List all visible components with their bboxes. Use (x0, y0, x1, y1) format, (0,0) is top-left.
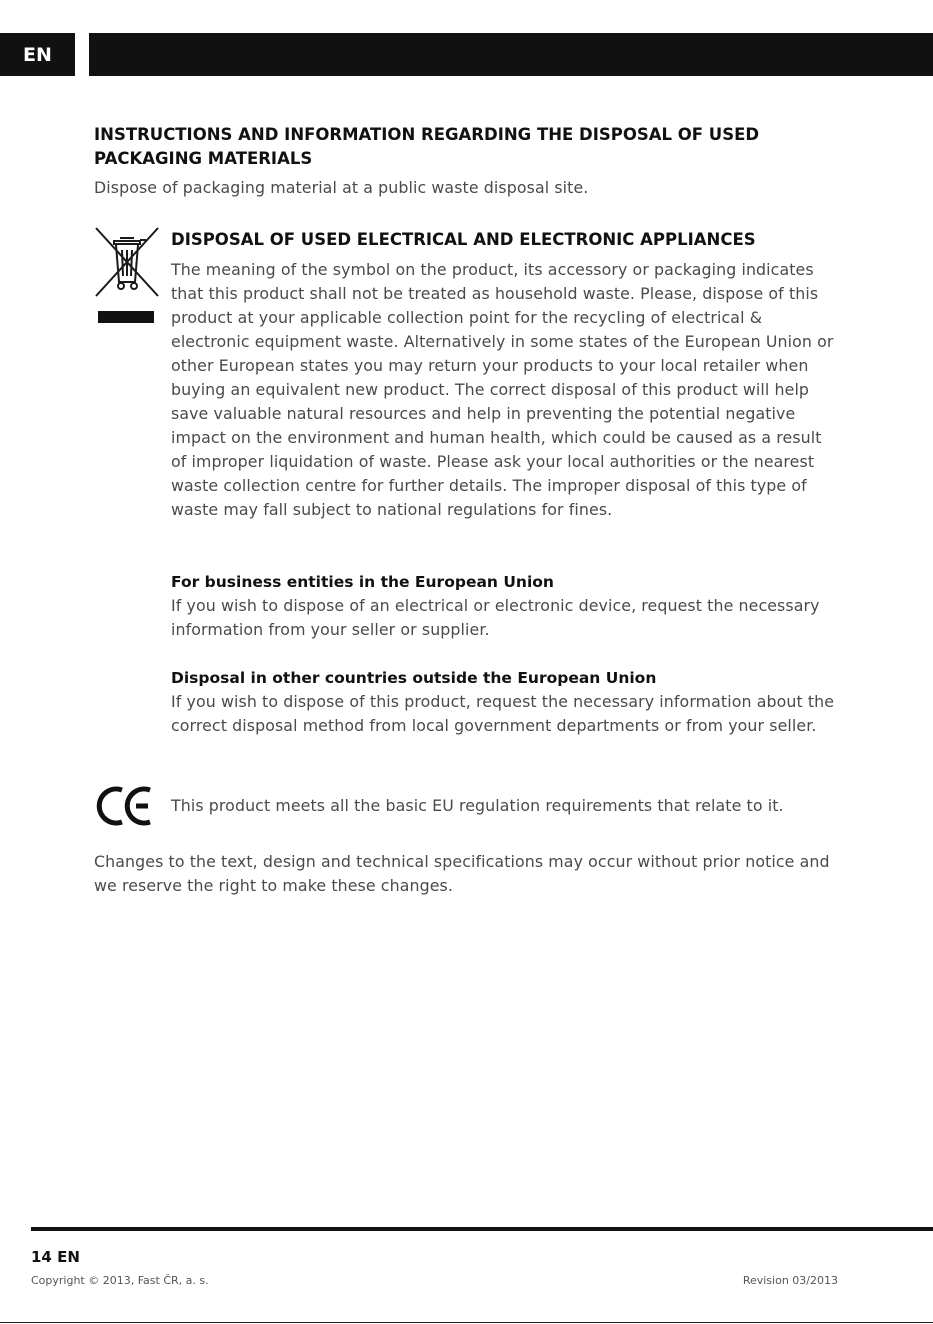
bottom-rule (0, 1322, 933, 1323)
business-text: If you wish to dispose of an electrical or electronic device, request the necessary information from your seller or supplier. (171, 596, 820, 639)
weee-title: DISPOSAL OF USED ELECTRICAL AND ELECTRONIC APPLIANCES (171, 230, 756, 249)
header-bar (89, 33, 933, 76)
packaging-title: INSTRUCTIONS AND INFORMATION REGARDING THE DISPOSAL OF USED PACKAGING MATERIALS (94, 125, 760, 168)
page-number: 14 EN (31, 1248, 80, 1266)
footer-rule (31, 1227, 933, 1231)
ce-text: This product meets all the basic EU regulation requirements that relate to it. (171, 796, 784, 815)
crossed-out-wheelie-bin-icon (94, 226, 160, 298)
language-tab (0, 33, 75, 76)
ce-mark-icon (96, 784, 156, 828)
copyright: Copyright © 2013, Fast ČR, a. s. (31, 1274, 209, 1287)
weee-bar (98, 311, 154, 323)
packaging-text: Dispose of packaging material at a public waste disposal site. (94, 178, 589, 197)
revision: Revision 03/2013 (742, 1274, 838, 1287)
business-section (171, 570, 851, 642)
other-countries-text: If you wish to dispose of this product, request the necessary information about the correct disposal method from local government departments or from your seller. (171, 692, 835, 735)
changes-notice: Changes to the text, design and technical specifications may occur without prior notice and we reserve the right to make these changes. (94, 852, 830, 895)
language-label: EN (23, 43, 52, 66)
business-title: For business entities in the European Union (171, 573, 554, 591)
other-countries-title: Disposal in other countries outside the European Union (171, 669, 657, 687)
weee-text: The meaning of the symbol on the product, its accessory or packaging indicates that this product shall not be treated as household waste. Please, dispose of this product at your applicable collection point for the recycling of electrical & electronic equipment waste. Alternatively in some states of the European Union or other European states you may return your products to your local retailer when buying an equivalent new product. The correct disposal of this product will help save valuable natural resources and help in preventing the potential negative impact on the environment and human health, which could be caused as a result of improper liquidation of waste. Please ask your local authorities or the nearest waste collection centre for further details. The improper disposal of this type of waste may fall subject to national regulations for fines. (171, 260, 834, 519)
other-countries-section (171, 666, 851, 738)
